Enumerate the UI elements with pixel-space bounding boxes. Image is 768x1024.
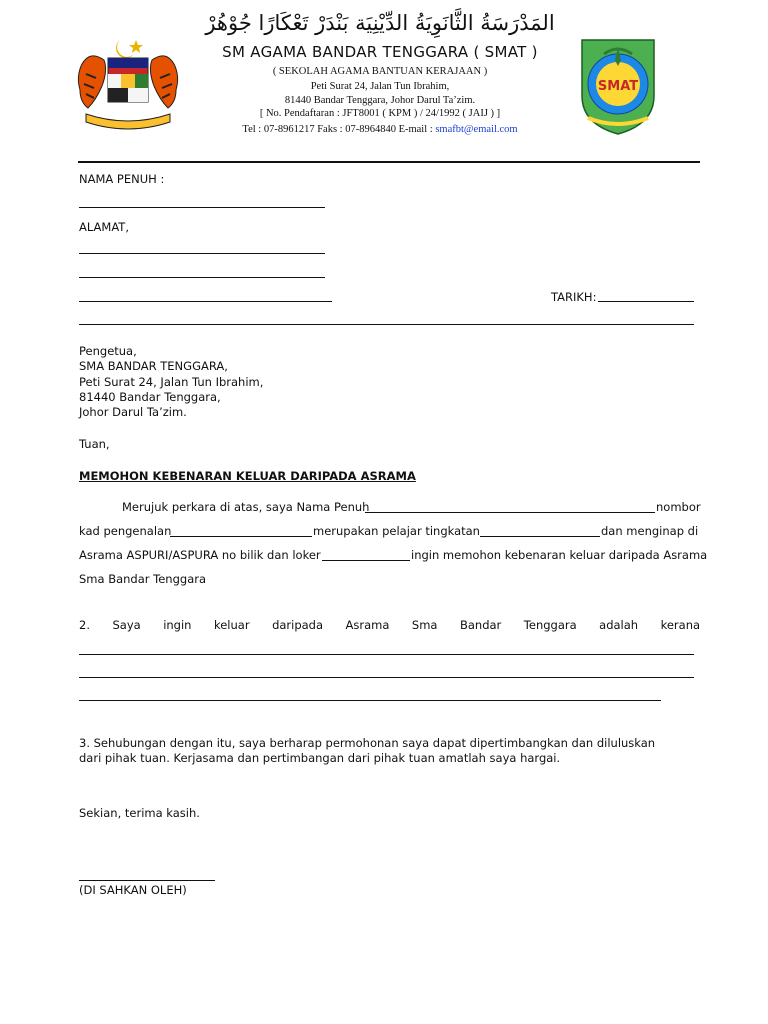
school-email-link[interactable]: smafbt@email.com [435,124,518,135]
para1-bilik-field[interactable] [322,560,410,561]
school-address-line1: Peti Surat 24, Jalan Tun Ibrahim, [310,81,450,92]
reason-field-line2[interactable] [79,677,694,678]
para2-word: Bandar [459,618,502,632]
para1-tingkatan-field[interactable] [480,536,600,537]
recipient-address-line1: Peti Surat 24, Jalan Tun Ibrahim, [79,375,264,389]
para2-word: Tenggara [523,618,577,632]
nama-penuh-label: NAMA PENUH : [79,172,165,186]
para2-word: Asrama [345,618,390,632]
alamat-field-line2[interactable] [79,277,325,278]
letterhead-divider [78,161,700,163]
tarikh-label: TARIKH: [551,290,597,304]
para2-word: kerana [660,618,701,632]
para2-word: keluar [213,618,250,632]
para1-text-h: Sma Bandar Tenggara [79,572,207,586]
alamat-field-line1[interactable] [79,253,325,254]
school-name-arabic: المَدْرَسَةُ الثَّانَوِيَةُ الدِّيْنِيَة بَنْدَرْ تَعْكَارًا جُوْهُرْ [205,11,555,35]
para1-text-f: Asrama ASPURI/ASPURA no bilik dan loker [79,548,321,562]
school-contact [180,124,580,135]
alamat-label: ALAMAT, [79,220,129,234]
school-address-line2: 81440 Bandar Tenggara, Johor Darul Ta’zim. [284,95,476,106]
closing-text: Sekian, terima kasih. [79,806,200,820]
school-contact-tel-fax: Tel : 07-8961217 Faks : 07-8964840 E-mail : [242,124,436,135]
reason-field-line3[interactable] [79,700,661,701]
para2-word: Sma [411,618,438,632]
salutation: Tuan, [79,437,110,451]
para2-word: ingin [163,618,192,632]
para2-word: adalah [599,618,639,632]
nama-penuh-field[interactable] [79,207,325,208]
para1-text-a: Merujuk perkara di atas, saya Nama Penuh [122,500,370,514]
para1-text-e: dan menginap di [601,524,699,538]
tarikh-field[interactable] [598,301,694,302]
para2-word: daripada [272,618,324,632]
sender-separator-line [79,324,694,325]
smat-school-badge-icon [574,34,662,136]
school-name: SM AGAMA BANDAR TENGGARA ( SMAT ) [222,43,538,61]
letter-subject: MEMOHON KEBENARAN KELUAR DARIPADA ASRAMA [79,469,416,483]
para3-line1: 3. Sehubungan dengan itu, saya berharap permohonan saya dapat dipertimbangkan dan diluluskan [79,736,656,750]
para1-text-b: nombor [656,500,701,514]
recipient-school: SMA BANDAR TENGGARA, [79,359,228,373]
para2-word: 2. [79,618,90,632]
school-registration: [ No. Pendaftaran : JFT8001 ( KPM ) / 24/1992 ( JAIJ ) ] [259,108,501,119]
para1-text-c: kad pengenalan [79,524,172,538]
school-status: ( SEKOLAH AGAMA BANTUAN KERAJAAN ) [272,66,488,77]
recipient-address-line2: 81440 Bandar Tenggara, [79,390,221,404]
para1-ic-field[interactable] [170,536,312,537]
badge-text: SMAT [597,79,639,94]
recipient-address-line3: Johor Darul Ta’zim. [79,405,187,419]
signature-label: (DI SAHKAN OLEH) [79,883,187,897]
reason-field-line1[interactable] [79,654,694,655]
signature-line[interactable] [79,880,215,881]
para1-text-g: ingin memohon kebenaran keluar daripada Asrama [411,548,708,562]
para1-text-d: merupakan pelajar tingkatan [313,524,480,538]
para2-line1 [79,618,700,632]
para3-line2: dari pihak tuan. Kerjasama dan pertimbangan dari pihak tuan amatlah saya hargai. [79,751,561,765]
malaysia-coat-of-arms-icon [72,34,184,130]
para2-word: Saya [112,618,141,632]
para1-nama-field[interactable] [365,512,655,513]
recipient-title: Pengetua, [79,344,137,358]
alamat-field-line3[interactable] [79,301,332,302]
